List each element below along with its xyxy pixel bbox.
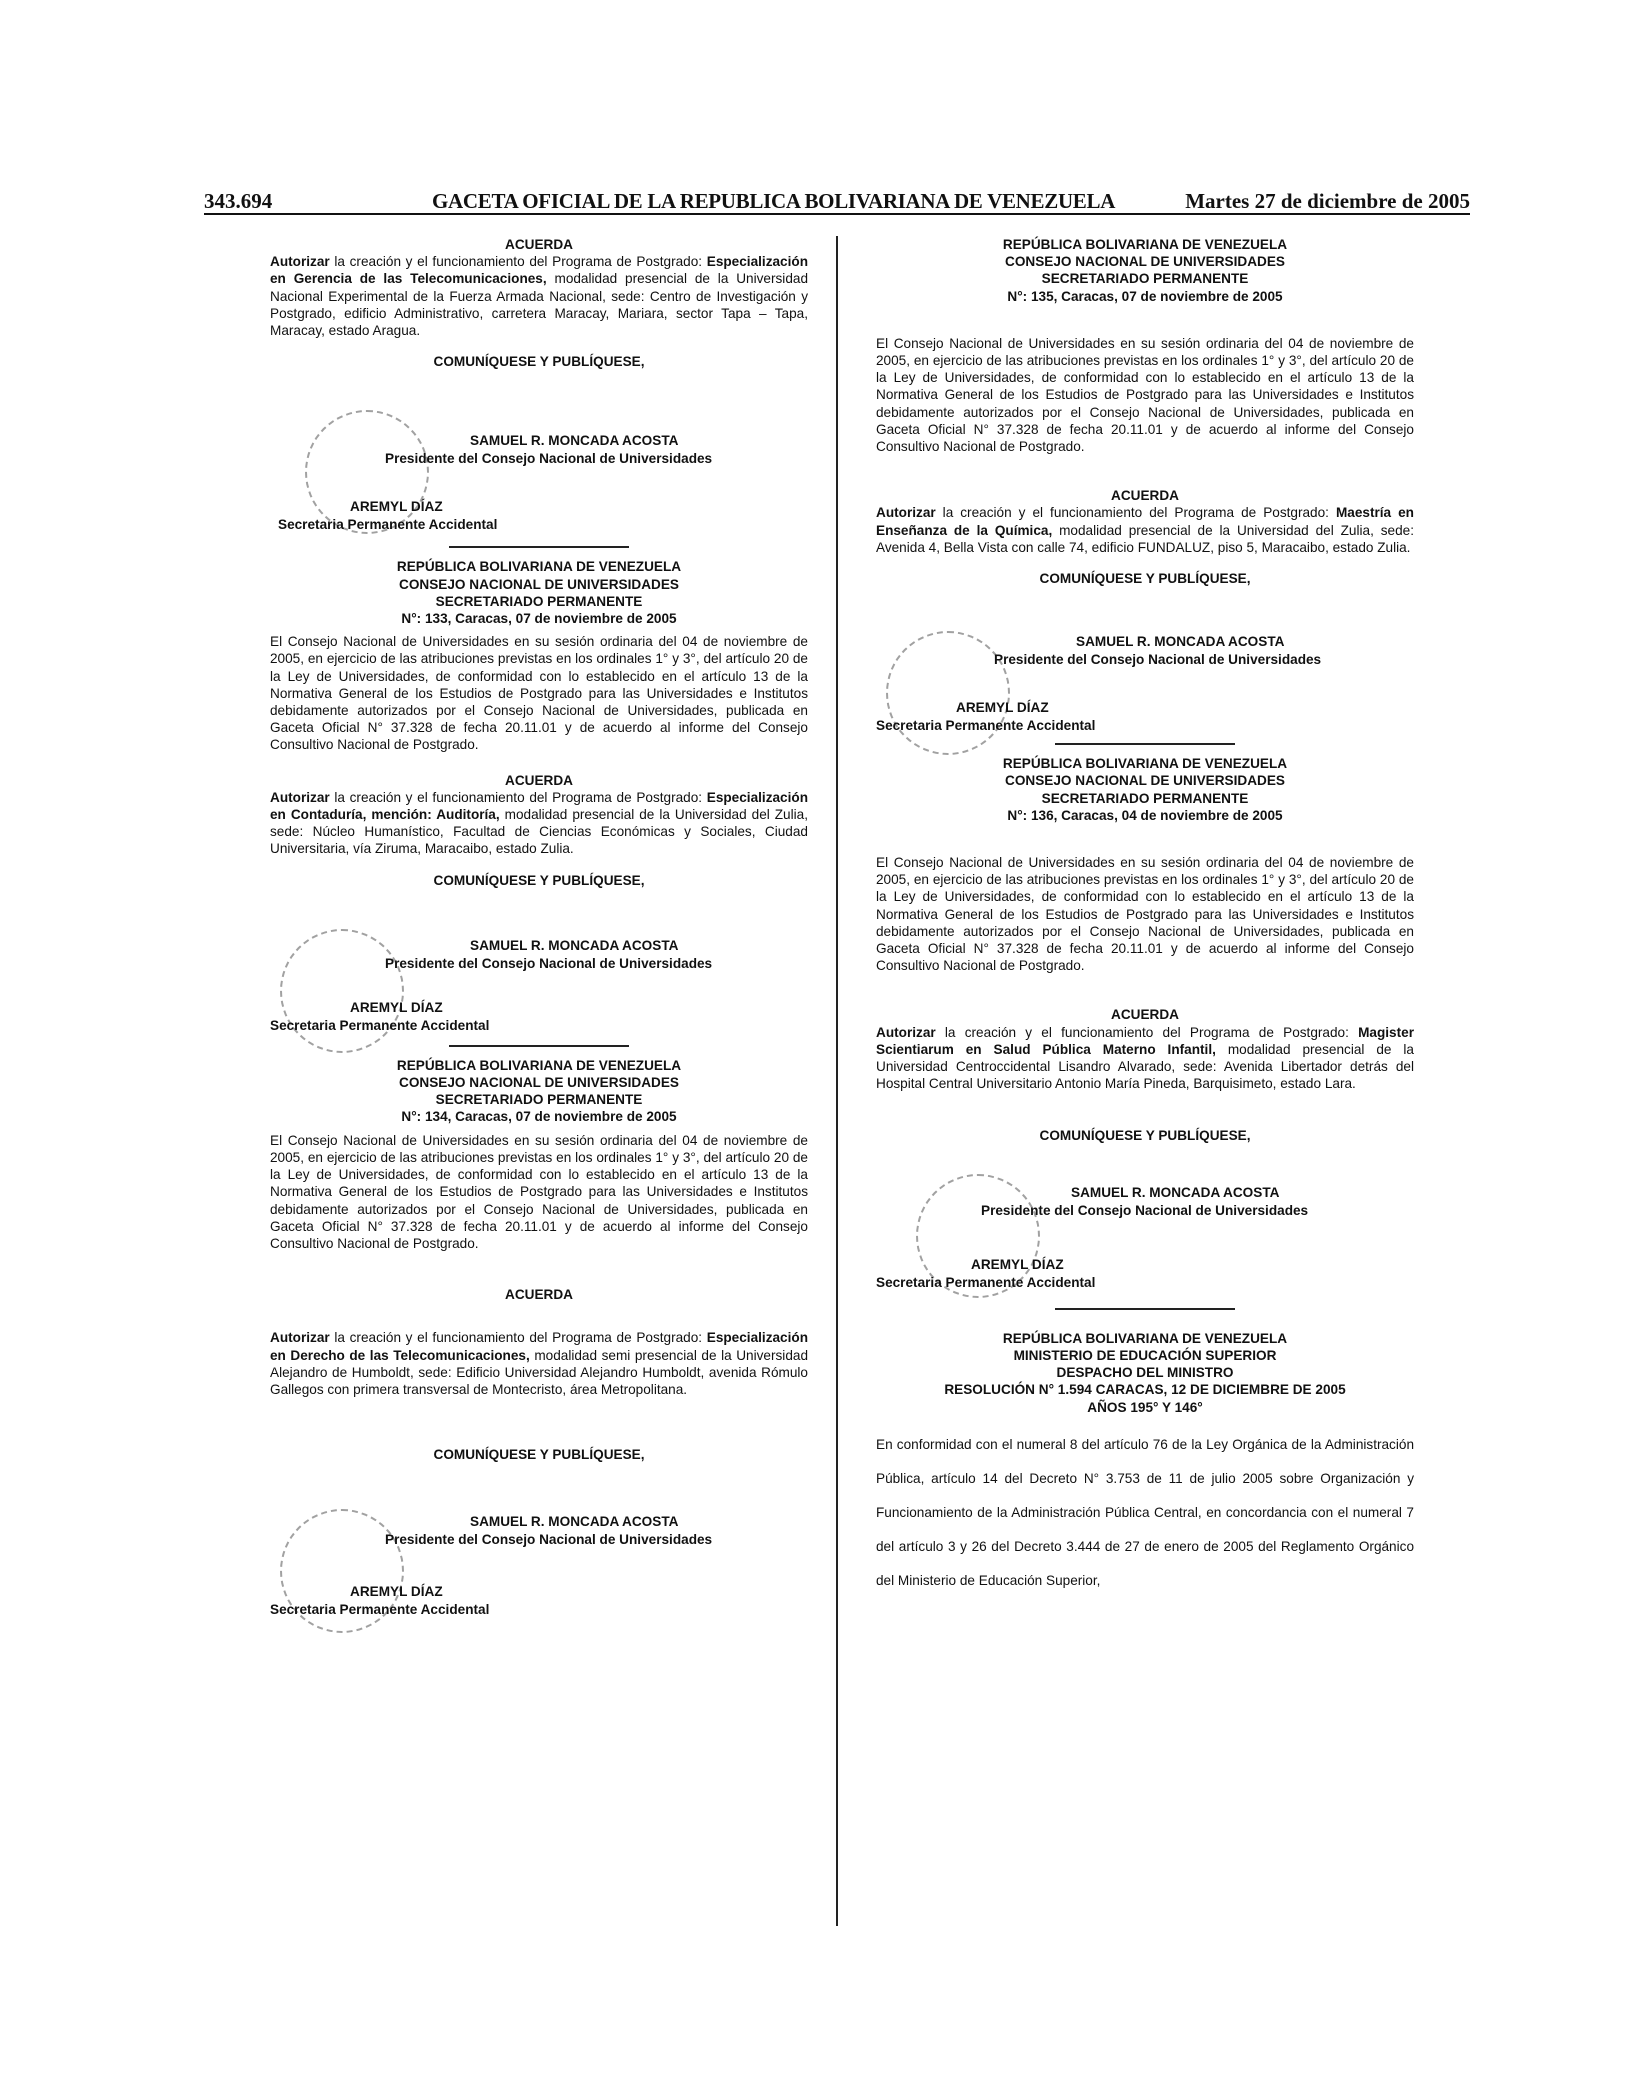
org-line: REPÚBLICA BOLIVARIANA DE VENEZUELA <box>1002 756 1288 772</box>
signature-block <box>270 889 808 1039</box>
secretary-role: Secretaria Permanente Accidental <box>270 1602 490 1618</box>
body-text: modalidad presencial de la Universidad del Zulia, sede: Núcleo Humanístico, Facultad de Ciencias Económicas y Sociales, Ciudad Universitaria, vía Ziruma, Maracaibo, estado Zulia. <box>270 807 808 857</box>
secretary-role: Secretaria Permanente Accidental <box>270 1017 490 1033</box>
section-rule <box>1055 1308 1235 1310</box>
secretary-name: AREMYL DÍAZ <box>350 499 443 515</box>
body-text: la creación y el funcionamiento del Programa de Postgrado: <box>329 789 707 805</box>
signer-role: Presidente del Consejo Nacional de Universidades <box>385 451 713 467</box>
resolution-text <box>876 1024 1414 1093</box>
signer-role: Presidente del Consejo Nacional de Universidades <box>385 955 713 971</box>
org-line: REPÚBLICA BOLIVARIANA DE VENEZUELA <box>396 1057 682 1073</box>
org-line: CONSEJO NACIONAL DE UNIVERSIDADES <box>1005 773 1285 789</box>
acuerda-heading: ACUERDA <box>505 772 573 788</box>
section-rule <box>449 546 629 548</box>
seal-stamp <box>280 929 404 1053</box>
publiquese-line: COMUNÍQUESE Y PUBLÍQUESE, <box>433 354 645 370</box>
body-text: la creación y el funcionamiento del Programa de Postgrado: <box>935 505 1336 521</box>
preamble-text: El Consejo Nacional de Universidades en su sesión ordinaria del 04 de noviembre de 2005, en ejercicio de las atribuciones previstas en los ordinales 1° y 3°, del artículo 20 de la Ley de Universidades, de conformidad con lo establecido en el artículo 13 de la Normativa General de los Estudios de Postgrado para las Universidades e Institutos debidamente autorizados por el Consejo Nacional de Universidades, publicada en Gaceta Oficial N° 37.328 de fecha 20.11.01 y de acuerdo al informe del Consejo Consultivo Nacional de Postgrado. <box>876 855 1414 974</box>
org-line: REPÚBLICA BOLIVARIANA DE VENEZUELA <box>396 559 682 575</box>
signature-block <box>876 1144 1414 1294</box>
header-rule <box>204 213 1470 215</box>
signer-role: Presidente del Consejo Nacional de Universidades <box>994 652 1322 668</box>
program-name: Maestría en Enseñanza de la Química, <box>876 505 1414 538</box>
page-number: 343.694 <box>204 189 273 213</box>
org-line: SECRETARIADO PERMANENTE <box>435 1092 643 1108</box>
lead-word: Autorizar <box>270 789 330 805</box>
org-line: SECRETARIADO PERMANENTE <box>1041 271 1249 287</box>
secretary-role: Secretaria Permanente Accidental <box>876 1274 1096 1290</box>
resolution-text <box>270 789 808 858</box>
publiquese-line: COMUNÍQUESE Y PUBLÍQUESE, <box>433 872 645 888</box>
org-line: SECRETARIADO PERMANENTE <box>1041 790 1249 806</box>
signer-name: SAMUEL R. MONCADA ACOSTA <box>1071 1184 1280 1200</box>
acuerda-heading: ACUERDA <box>1111 1007 1179 1023</box>
ministry-heading <box>876 1330 1414 1416</box>
ministry-line: DESPACHO DEL MINISTRO <box>1056 1365 1234 1381</box>
org-heading <box>270 1057 808 1126</box>
acuerda-heading: ACUERDA <box>505 1287 573 1303</box>
signer-name: SAMUEL R. MONCADA ACOSTA <box>1076 634 1285 650</box>
preamble-text: El Consejo Nacional de Universidades en su sesión ordinaria del 04 de noviembre de 2005, en ejercicio de las atribuciones previstas en los ordinales 1° y 3°, del artículo 20 de la Ley de Universidades, de conformidad con lo establecido en el artículo 13 de la Normativa General de los Estudios de Postgrado para las Universidades e Institutos debidamente autorizados por el Consejo Nacional de Universidades, publicada en Gaceta Oficial N° 37.328 de fecha 20.11.01 y de acuerdo al informe del Consejo Consultivo Nacional de Postgrado. <box>270 634 808 753</box>
signer-role: Presidente del Consejo Nacional de Universidades <box>385 1532 713 1548</box>
secretary-name: AREMYL DÍAZ <box>350 1584 443 1600</box>
page-header <box>204 183 1470 215</box>
issue-date: Martes 27 de diciembre de 2005 <box>1185 189 1470 213</box>
preamble-text: El Consejo Nacional de Universidades en su sesión ordinaria del 04 de noviembre de 2005, en ejercicio de las atribuciones previstas en los ordinales 1° y 3°, del artículo 20 de la Ley de Universidades, de conformidad con lo establecido en el artículo 13 de la Normativa General de los Estudios de Postgrado para las Universidades e Institutos debidamente autorizados por el Consejo Nacional de Universidades, publicada en Gaceta Oficial N° 37.328 de fecha 20.11.01 y de acuerdo al informe del Consejo Consultivo Nacional de Postgrado. <box>876 335 1414 455</box>
resolution-number: N°: 134, Caracas, 07 de noviembre de 2005 <box>401 1109 677 1125</box>
program-name: Especialización en Contaduría, mención: Auditoría, <box>270 789 808 823</box>
secretary-role: Secretaria Permanente Accidental <box>278 517 498 533</box>
signature-block <box>876 587 1414 737</box>
lead-word: Autorizar <box>876 1024 936 1040</box>
preamble-text: El Consejo Nacional de Universidades en su sesión ordinaria del 04 de noviembre de 2005, en ejercicio de las atribuciones previstas en los ordinales 1° y 3°, del artículo 20 de la Ley de Universidades, de conformidad con lo establecido en el artículo 13 de la Normativa General de los Estudios de Postgrado para las Universidades e Institutos debidamente autorizados por el Consejo Nacional de Universidades, publicada en Gaceta Oficial N° 37.328 de fecha 20.11.01 y de acuerdo al informe del Consejo Consultivo Nacional de Postgrado. <box>270 1132 808 1251</box>
column-divider <box>836 236 838 1926</box>
ministry-resolution-number: RESOLUCIÓN N° 1.594 CARACAS, 12 DE DICIEMBRE DE 2005 <box>944 1382 1346 1398</box>
signer-name: SAMUEL R. MONCADA ACOSTA <box>470 1514 679 1530</box>
ministry-text: En conformidad con el numeral 8 del artículo 76 de la Ley Orgánica de la Administración Pública, artículo 14 del Decreto N° 3.753 de 11 de julio 2005 sobre Organización y Funcionamiento de la Administración Pública Central, en concordancia con el numeral 7 del artículo 3 y 26 del Decreto 3.444 de 27 de enero de 2005 del Reglamento Orgánico del Ministerio de Educación Superior, <box>876 1436 1414 1588</box>
publiquese-line: COMUNÍQUESE Y PUBLÍQUESE, <box>433 1447 645 1463</box>
signature-block <box>270 1463 808 1623</box>
secretary-role: Secretaria Permanente Accidental <box>876 718 1096 734</box>
ministry-line: REPÚBLICA BOLIVARIANA DE VENEZUELA <box>1002 1330 1288 1346</box>
lead-word: Autorizar <box>270 254 330 270</box>
acuerda-heading: ACUERDA <box>505 237 573 252</box>
body-text: modalidad presencial de la Universidad Nacional Experimental de la Fuerza Armada Nacional, sede: Centro de Investigación y Postgrado, edificio Administrativo, carretera Maracay, Mariara, sector Tapa – Tapa, Maracay, estado Aragua. <box>270 271 809 339</box>
signer-name: SAMUEL R. MONCADA ACOSTA <box>470 433 679 449</box>
section-rule <box>1055 743 1235 745</box>
lead-word: Autorizar <box>876 505 936 521</box>
body-text: modalidad semi presencial de la Universidad Alejandro de Humboldt, sede: Edificio Universidad Alejandro Humboldt, avenida Rómulo Gallegos con primera transversal de Montecristo, área Metropolitana. <box>270 1347 808 1397</box>
body-text: la creación y el funcionamiento del Programa de Postgrado: <box>329 254 707 270</box>
publiquese-line: COMUNÍQUESE Y PUBLÍQUESE, <box>1039 571 1251 587</box>
resolution-text <box>876 504 1414 556</box>
org-heading <box>270 558 808 627</box>
right-column <box>876 236 1414 1598</box>
org-line: SECRETARIADO PERMANENTE <box>435 593 643 609</box>
resolution-number: N°: 133, Caracas, 07 de noviembre de 2005 <box>401 611 677 627</box>
section-rule <box>449 1045 629 1047</box>
ministry-years: AÑOS 195° Y 146° <box>1087 1399 1203 1415</box>
seal-stamp <box>886 631 1010 755</box>
lead-word: Autorizar <box>270 1330 330 1346</box>
acuerda-heading: ACUERDA <box>1111 488 1179 504</box>
program-name: Especialización en Gerencia de las Telecomunicaciones, <box>270 254 808 287</box>
org-heading <box>876 755 1414 824</box>
resolution-number: N°: 135, Caracas, 07 de noviembre de 2005 <box>1007 288 1283 304</box>
org-line: REPÚBLICA BOLIVARIANA DE VENEZUELA <box>1002 237 1288 252</box>
body-text: la creación y el funcionamiento del Programa de Postgrado: <box>329 1330 707 1346</box>
signer-role: Presidente del Consejo Nacional de Universidades <box>981 1202 1309 1218</box>
body-text: la creación y el funcionamiento del Programa de Postgrado: <box>935 1024 1359 1040</box>
signature-block <box>270 370 808 540</box>
resolution-number: N°: 136, Caracas, 04 de noviembre de 2005 <box>1007 807 1283 823</box>
publiquese-line: COMUNÍQUESE Y PUBLÍQUESE, <box>1039 1127 1251 1143</box>
secretary-name: AREMYL DÍAZ <box>956 700 1049 716</box>
org-line: CONSEJO NACIONAL DE UNIVERSIDADES <box>399 576 679 592</box>
resolution-text <box>270 1329 808 1398</box>
org-line: CONSEJO NACIONAL DE UNIVERSIDADES <box>399 1075 679 1091</box>
org-line: CONSEJO NACIONAL DE UNIVERSIDADES <box>1005 254 1285 270</box>
program-name: Magister Scientiarum en Salud Pública Materno Infantil, <box>876 1024 1414 1057</box>
left-column <box>270 236 808 1623</box>
ministry-line: MINISTERIO DE EDUCACIÓN SUPERIOR <box>1013 1347 1277 1363</box>
body-text: modalidad presencial de la Universidad del Zulia, sede: Avenida 4, Bella Vista con calle 74, edificio FUNDALUZ, piso 5, Maracaibo, estado Zulia. <box>876 522 1414 555</box>
body-text: modalidad presencial de la Universidad Centroccidental Lisandro Alvarado, sede: Avenida Libertador detrás del Hospital Central Universitario Antonio María Pineda, Barquisimeto, estado Lara. <box>876 1041 1414 1092</box>
program-name: Especialización en Derecho de las Telecomunicaciones, <box>270 1330 808 1363</box>
secretary-name: AREMYL DÍAZ <box>971 1256 1064 1272</box>
signer-name: SAMUEL R. MONCADA ACOSTA <box>470 937 679 953</box>
resolution-text <box>270 253 808 339</box>
org-heading <box>876 236 1414 305</box>
gazette-title: GACETA OFICIAL DE LA REPUBLICA BOLIVARIANA DE VENEZUELA <box>432 189 1116 213</box>
secretary-name: AREMYL DÍAZ <box>350 999 443 1015</box>
